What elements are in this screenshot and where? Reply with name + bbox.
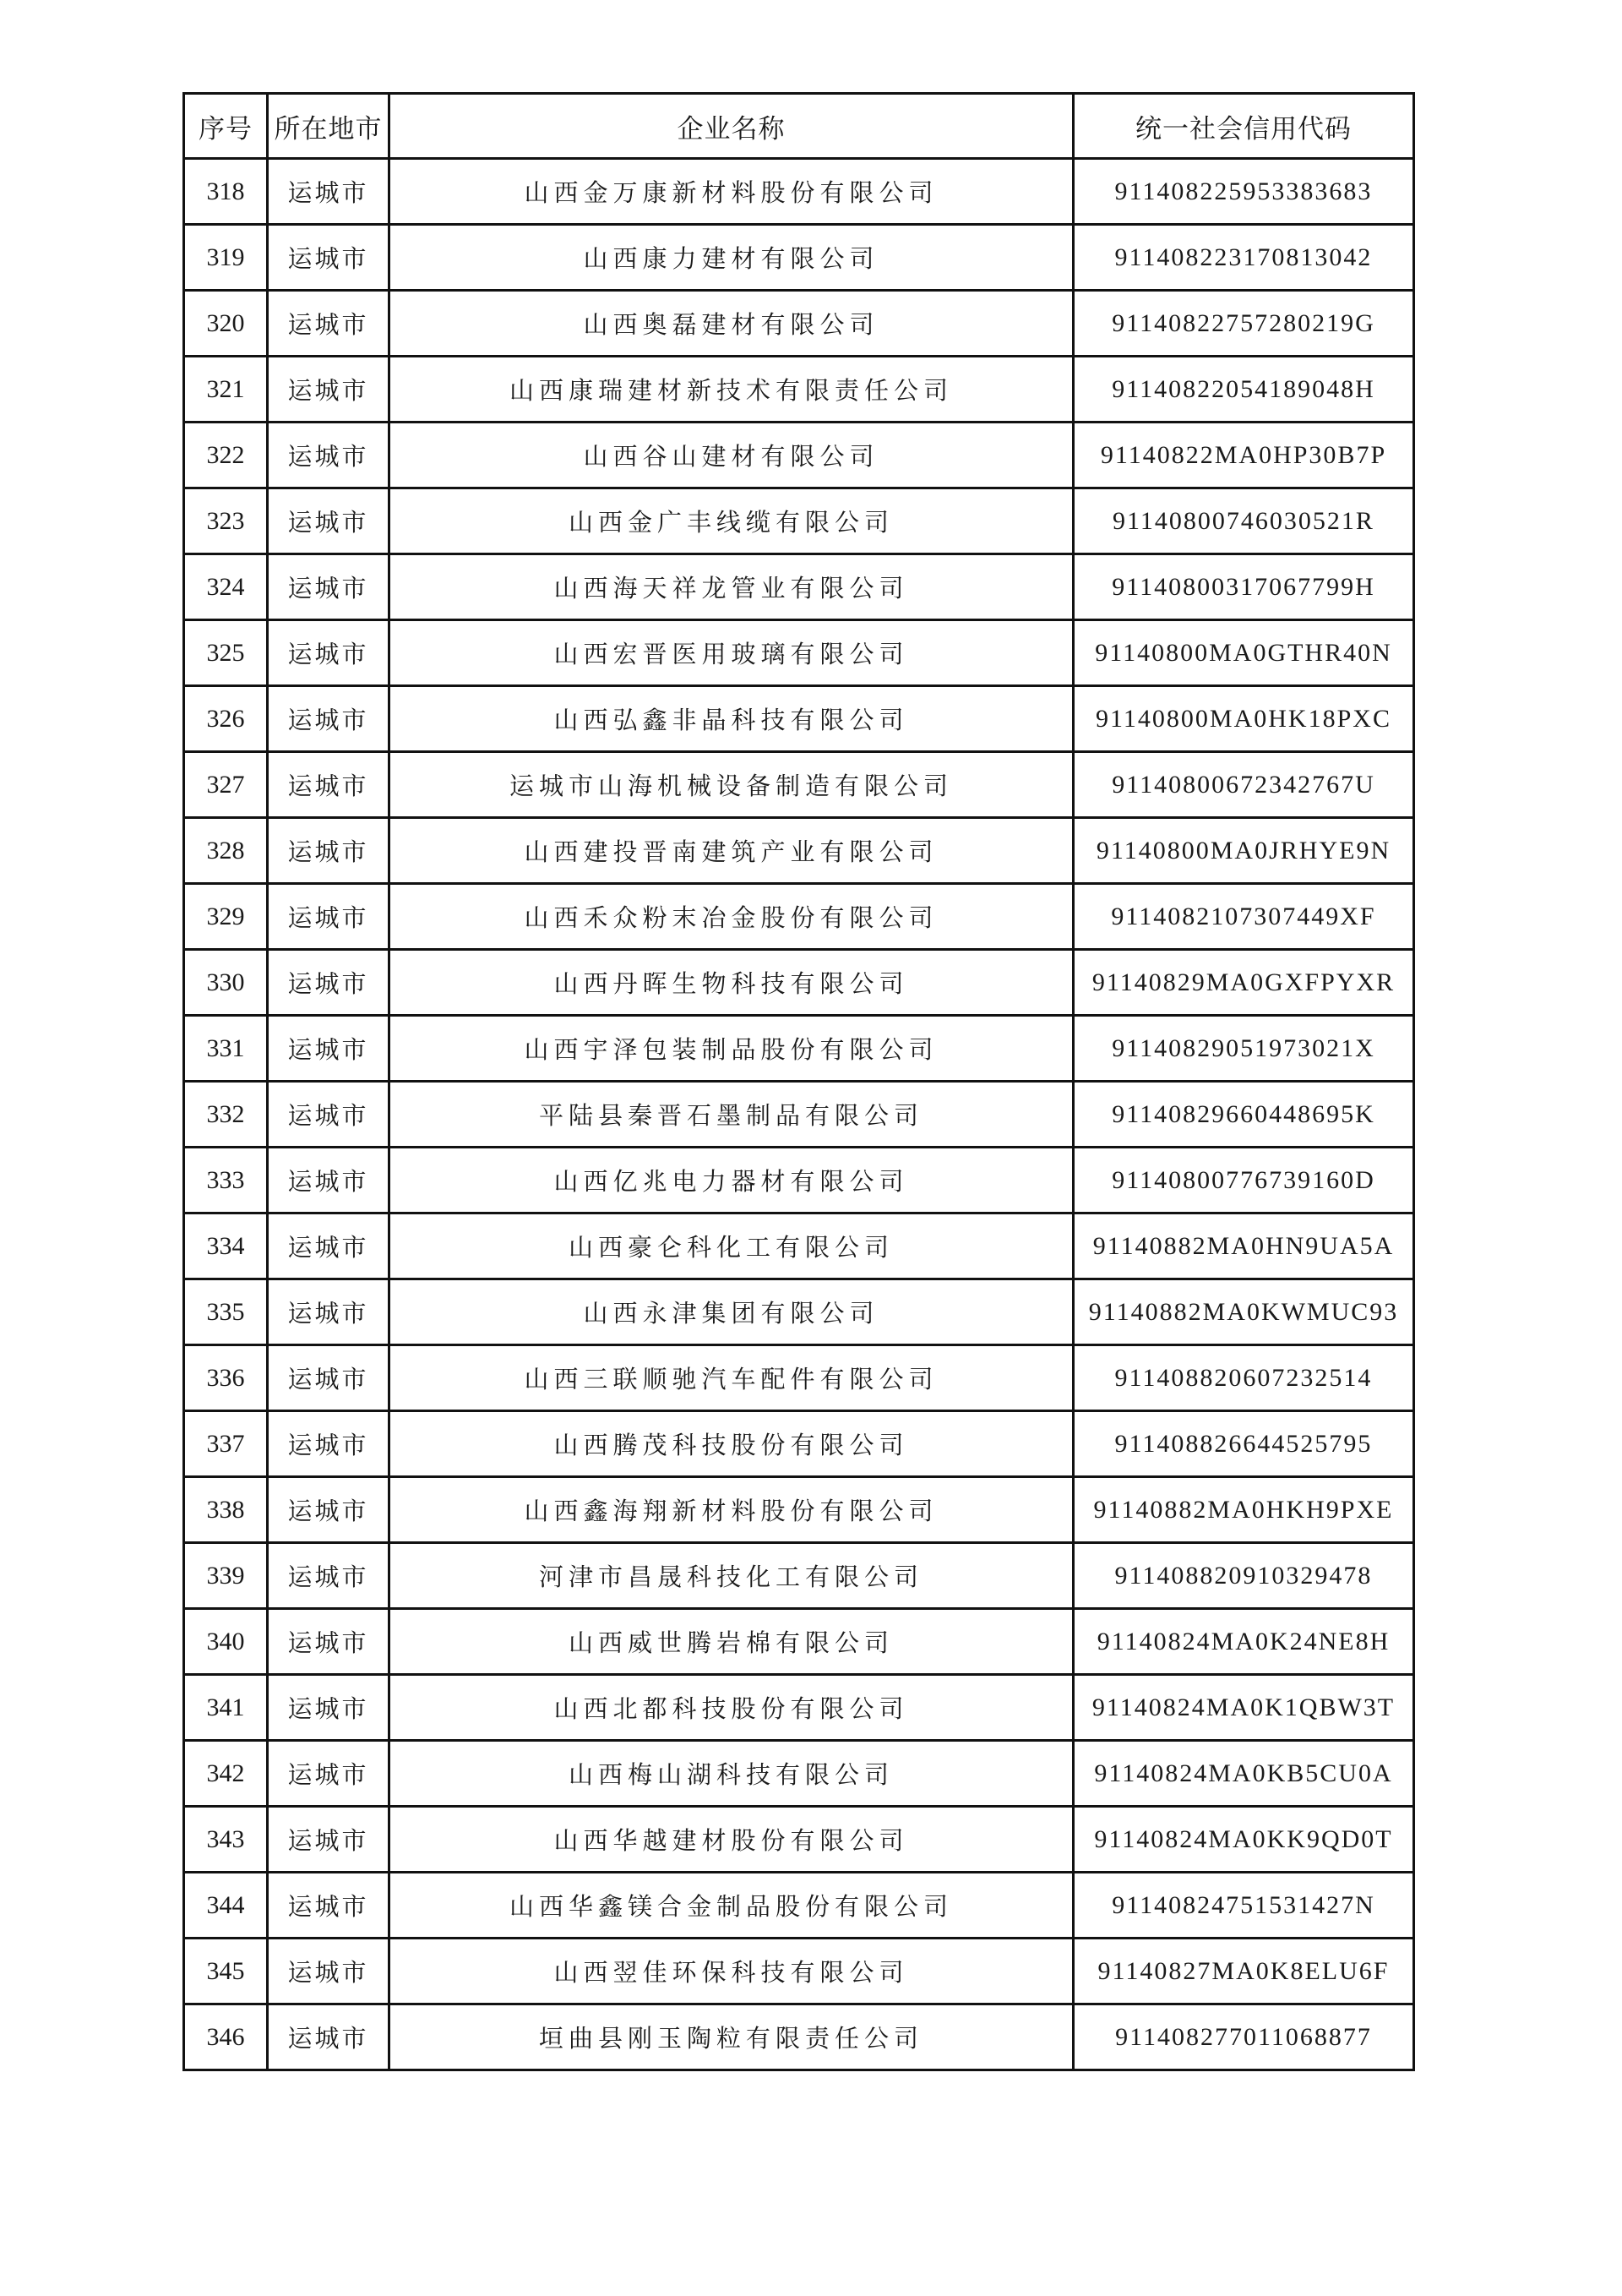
- table-row: [184, 1082, 1414, 1148]
- company-name-cell: 山西禾众粉末冶金股份有限公司: [389, 884, 1074, 950]
- serial-number-cell: 329: [184, 884, 268, 950]
- city-cell: 运城市: [268, 357, 389, 423]
- credit-code-cell: 91140800746030521R: [1074, 488, 1414, 554]
- serial-number-cell: 333: [184, 1148, 268, 1213]
- credit-code-cell: 91140822054189048H: [1074, 357, 1414, 423]
- table-row: [184, 225, 1414, 291]
- credit-code-cell: 91140824751531427N: [1074, 1873, 1414, 1939]
- credit-code-cell: 91140800317067799H: [1074, 554, 1414, 620]
- table-row: [184, 291, 1414, 357]
- credit-code-cell: 91140800MA0GTHR40N: [1074, 620, 1414, 686]
- credit-code-cell: 91140822MA0HP30B7P: [1074, 423, 1414, 488]
- serial-number-cell: 327: [184, 752, 268, 818]
- company-name-cell: 山西金广丰线缆有限公司: [389, 488, 1074, 554]
- city-cell: 运城市: [268, 1016, 389, 1082]
- company-name-cell: 山西谷山建材有限公司: [389, 423, 1074, 488]
- serial-number-cell: 337: [184, 1411, 268, 1477]
- credit-code-cell: 911408826644525795: [1074, 1411, 1414, 1477]
- city-cell: 运城市: [268, 225, 389, 291]
- company-name-cell: 山西奥磊建材有限公司: [389, 291, 1074, 357]
- serial-number-cell: 331: [184, 1016, 268, 1082]
- company-name-cell: 山西鑫海翔新材料股份有限公司: [389, 1477, 1074, 1543]
- company-name-cell: 山西翌佳环保科技有限公司: [389, 1939, 1074, 2004]
- table-row: [184, 884, 1414, 950]
- serial-number-cell: 330: [184, 950, 268, 1016]
- city-cell: 运城市: [268, 1609, 389, 1675]
- serial-number-cell: 332: [184, 1082, 268, 1148]
- credit-code-cell: 91140800MA0JRHYE9N: [1074, 818, 1414, 884]
- credit-code-cell: 911408225953383683: [1074, 159, 1414, 225]
- city-cell: 运城市: [268, 1279, 389, 1345]
- credit-code-cell: 91140800776739160D: [1074, 1148, 1414, 1213]
- city-cell: 运城市: [268, 1345, 389, 1411]
- credit-code-cell: 91140824MA0KB5CU0A: [1074, 1741, 1414, 1807]
- serial-number-cell: 323: [184, 488, 268, 554]
- table-row: [184, 1807, 1414, 1873]
- table-row: [184, 423, 1414, 488]
- credit-code-cell: 91140829660448695K: [1074, 1082, 1414, 1148]
- credit-code-cell: 91140824MA0K1QBW3T: [1074, 1675, 1414, 1741]
- credit-code-cell: 91140882MA0KWMUC93: [1074, 1279, 1414, 1345]
- header-company-name: 企业名称: [389, 94, 1074, 159]
- header-serial-number: 序号: [184, 94, 268, 159]
- company-name-cell: 平陆县秦晋石墨制品有限公司: [389, 1082, 1074, 1148]
- table-row: [184, 818, 1414, 884]
- table-row: [184, 1016, 1414, 1082]
- credit-code-cell: 91140827MA0K8ELU6F: [1074, 1939, 1414, 2004]
- table-row: [184, 1279, 1414, 1345]
- enterprise-list-table: [182, 92, 1415, 2071]
- company-name-cell: 山西华鑫镁合金制品股份有限公司: [389, 1873, 1074, 1939]
- table-row: [184, 554, 1414, 620]
- city-cell: 运城市: [268, 2004, 389, 2070]
- table-row: [184, 1345, 1414, 1411]
- city-cell: 运城市: [268, 1741, 389, 1807]
- serial-number-cell: 343: [184, 1807, 268, 1873]
- city-cell: 运城市: [268, 1807, 389, 1873]
- serial-number-cell: 324: [184, 554, 268, 620]
- table-row: [184, 2004, 1414, 2070]
- table-row: [184, 686, 1414, 752]
- credit-code-cell: 91140829051973021X: [1074, 1016, 1414, 1082]
- serial-number-cell: 336: [184, 1345, 268, 1411]
- table-row: [184, 1741, 1414, 1807]
- company-name-cell: 山西金万康新材料股份有限公司: [389, 159, 1074, 225]
- credit-code-cell: 91140822757280219G: [1074, 291, 1414, 357]
- company-name-cell: 山西宇泽包装制品股份有限公司: [389, 1016, 1074, 1082]
- table-row: [184, 1477, 1414, 1543]
- table-row: [184, 1873, 1414, 1939]
- city-cell: 运城市: [268, 159, 389, 225]
- city-cell: 运城市: [268, 752, 389, 818]
- city-cell: 运城市: [268, 884, 389, 950]
- table-row: [184, 488, 1414, 554]
- table-header-row: [184, 94, 1414, 159]
- serial-number-cell: 339: [184, 1543, 268, 1609]
- company-name-cell: 垣曲县刚玉陶粒有限责任公司: [389, 2004, 1074, 2070]
- table-row: [184, 950, 1414, 1016]
- table-row: [184, 1543, 1414, 1609]
- table-row: [184, 1148, 1414, 1213]
- company-name-cell: 山西丹晖生物科技有限公司: [389, 950, 1074, 1016]
- table-row: [184, 1213, 1414, 1279]
- credit-code-cell: 911408277011068877: [1074, 2004, 1414, 2070]
- city-cell: 运城市: [268, 1543, 389, 1609]
- serial-number-cell: 320: [184, 291, 268, 357]
- company-name-cell: 山西海天祥龙管业有限公司: [389, 554, 1074, 620]
- serial-number-cell: 341: [184, 1675, 268, 1741]
- company-name-cell: 山西腾茂科技股份有限公司: [389, 1411, 1074, 1477]
- company-name-cell: 山西梅山湖科技有限公司: [389, 1741, 1074, 1807]
- serial-number-cell: 340: [184, 1609, 268, 1675]
- city-cell: 运城市: [268, 818, 389, 884]
- table-body: [184, 159, 1414, 2070]
- table-row: [184, 1411, 1414, 1477]
- city-cell: 运城市: [268, 291, 389, 357]
- city-cell: 运城市: [268, 488, 389, 554]
- serial-number-cell: 342: [184, 1741, 268, 1807]
- table-row: [184, 752, 1414, 818]
- credit-code-cell: 9114082107307449XF: [1074, 884, 1414, 950]
- serial-number-cell: 318: [184, 159, 268, 225]
- serial-number-cell: 338: [184, 1477, 268, 1543]
- company-name-cell: 山西豪仑科化工有限公司: [389, 1213, 1074, 1279]
- city-cell: 运城市: [268, 620, 389, 686]
- city-cell: 运城市: [268, 1939, 389, 2004]
- company-name-cell: 山西建投晋南建筑产业有限公司: [389, 818, 1074, 884]
- company-name-cell: 山西康瑞建材新技术有限责任公司: [389, 357, 1074, 423]
- serial-number-cell: 325: [184, 620, 268, 686]
- serial-number-cell: 346: [184, 2004, 268, 2070]
- city-cell: 运城市: [268, 554, 389, 620]
- serial-number-cell: 322: [184, 423, 268, 488]
- credit-code-cell: 91140824MA0K24NE8H: [1074, 1609, 1414, 1675]
- header-city: 所在地市: [268, 94, 389, 159]
- company-name-cell: 山西弘鑫非晶科技有限公司: [389, 686, 1074, 752]
- serial-number-cell: 335: [184, 1279, 268, 1345]
- table-row: [184, 159, 1414, 225]
- table-row: [184, 620, 1414, 686]
- table-row: [184, 1939, 1414, 2004]
- credit-code-cell: 911408820607232514: [1074, 1345, 1414, 1411]
- company-name-cell: 山西永津集团有限公司: [389, 1279, 1074, 1345]
- table-row: [184, 1675, 1414, 1741]
- table-row: [184, 1609, 1414, 1675]
- serial-number-cell: 344: [184, 1873, 268, 1939]
- credit-code-cell: 91140824MA0KK9QD0T: [1074, 1807, 1414, 1873]
- city-cell: 运城市: [268, 950, 389, 1016]
- credit-code-cell: 911408820910329478: [1074, 1543, 1414, 1609]
- city-cell: 运城市: [268, 423, 389, 488]
- credit-code-cell: 911408223170813042: [1074, 225, 1414, 291]
- company-name-cell: 山西华越建材股份有限公司: [389, 1807, 1074, 1873]
- header-credit-code: 统一社会信用代码: [1074, 94, 1414, 159]
- credit-code-cell: 91140800MA0HK18PXC: [1074, 686, 1414, 752]
- company-name-cell: 山西北都科技股份有限公司: [389, 1675, 1074, 1741]
- company-name-cell: 山西三联顺驰汽车配件有限公司: [389, 1345, 1074, 1411]
- credit-code-cell: 91140829MA0GXFPYXR: [1074, 950, 1414, 1016]
- serial-number-cell: 321: [184, 357, 268, 423]
- company-name-cell: 河津市昌晟科技化工有限公司: [389, 1543, 1074, 1609]
- city-cell: 运城市: [268, 1213, 389, 1279]
- serial-number-cell: 345: [184, 1939, 268, 2004]
- city-cell: 运城市: [268, 1477, 389, 1543]
- city-cell: 运城市: [268, 1411, 389, 1477]
- serial-number-cell: 328: [184, 818, 268, 884]
- city-cell: 运城市: [268, 1873, 389, 1939]
- serial-number-cell: 326: [184, 686, 268, 752]
- table-row: [184, 357, 1414, 423]
- company-name-cell: 山西康力建材有限公司: [389, 225, 1074, 291]
- company-name-cell: 山西威世腾岩棉有限公司: [389, 1609, 1074, 1675]
- credit-code-cell: 91140882MA0HN9UA5A: [1074, 1213, 1414, 1279]
- company-name-cell: 山西亿兆电力器材有限公司: [389, 1148, 1074, 1213]
- city-cell: 运城市: [268, 1148, 389, 1213]
- company-name-cell: 运城市山海机械设备制造有限公司: [389, 752, 1074, 818]
- credit-code-cell: 91140882MA0HKH9PXE: [1074, 1477, 1414, 1543]
- credit-code-cell: 91140800672342767U: [1074, 752, 1414, 818]
- serial-number-cell: 319: [184, 225, 268, 291]
- city-cell: 运城市: [268, 1082, 389, 1148]
- company-name-cell: 山西宏晋医用玻璃有限公司: [389, 620, 1074, 686]
- serial-number-cell: 334: [184, 1213, 268, 1279]
- city-cell: 运城市: [268, 686, 389, 752]
- city-cell: 运城市: [268, 1675, 389, 1741]
